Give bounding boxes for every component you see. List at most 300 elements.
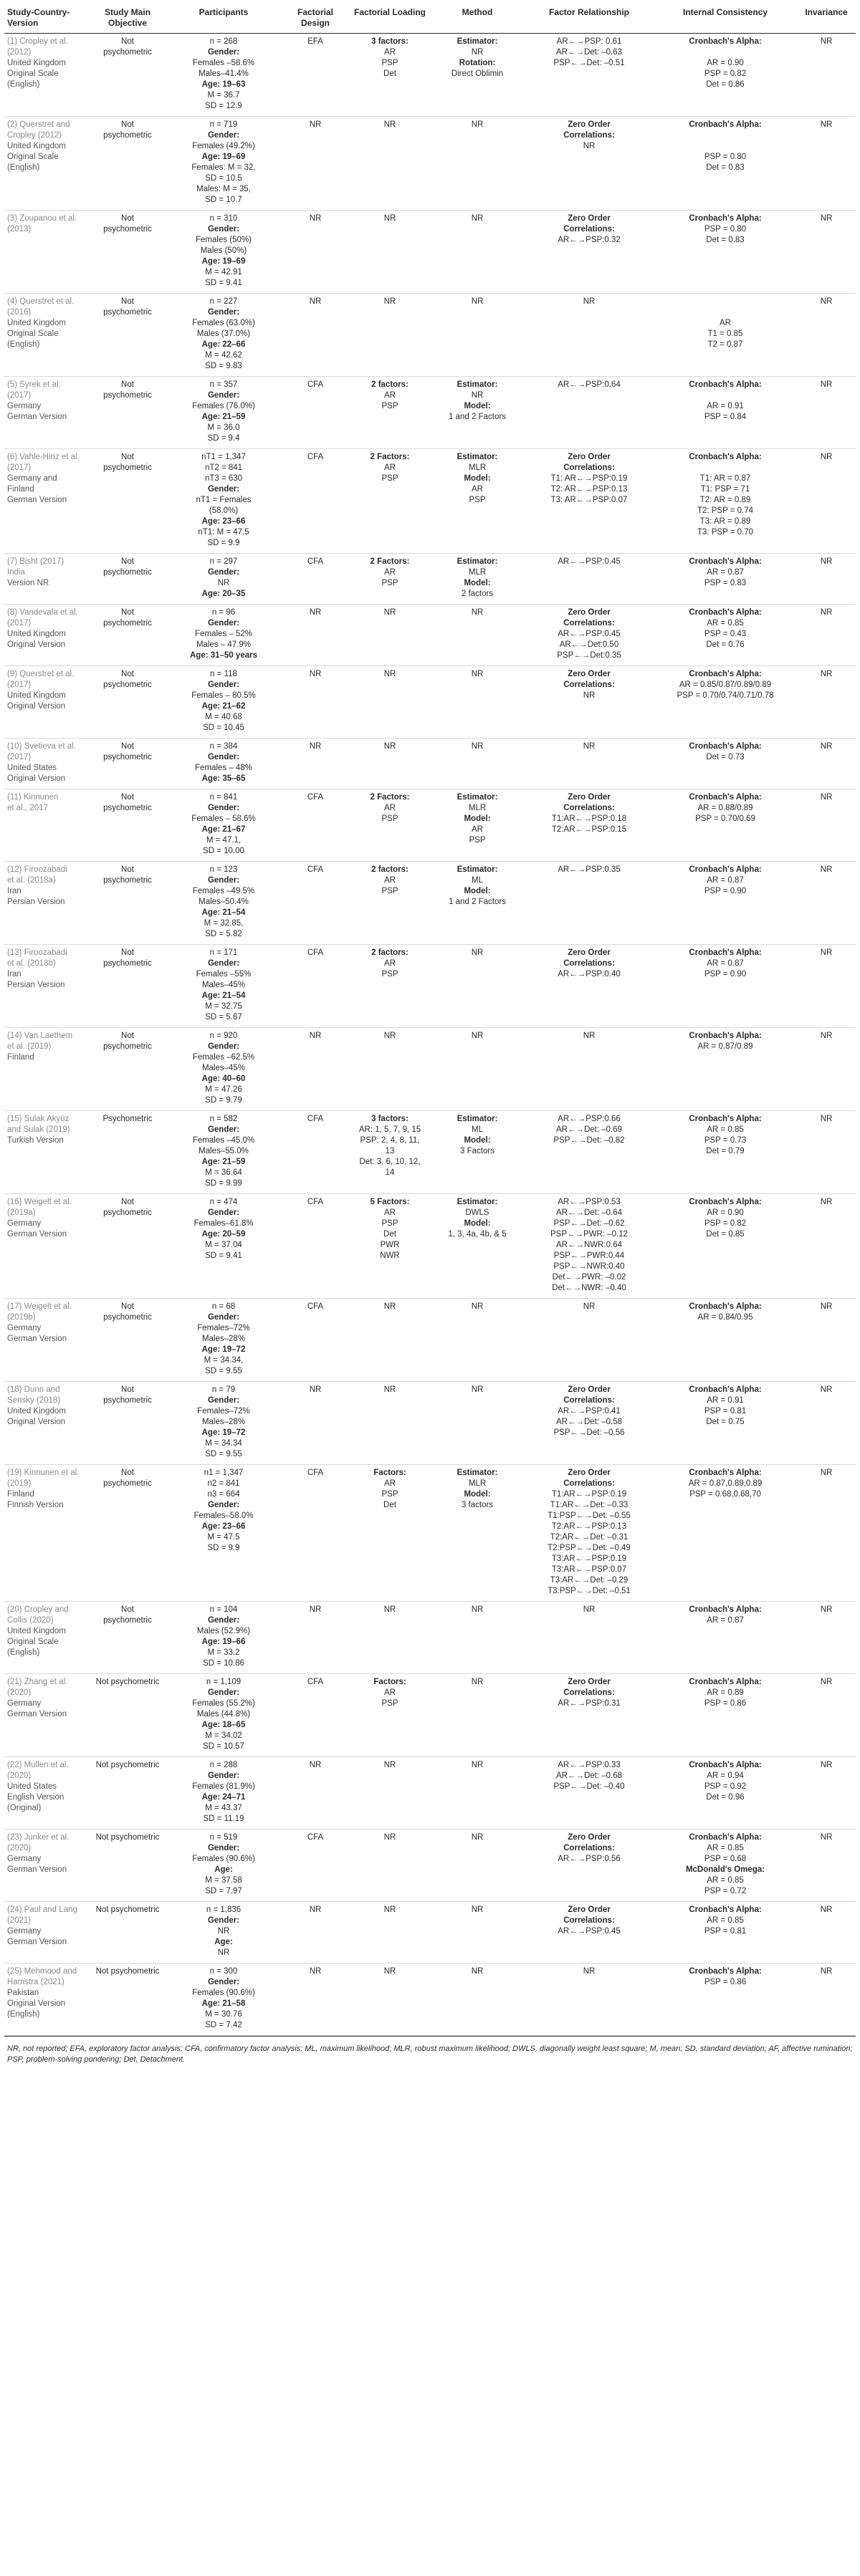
cell-line: Cronbach's Alpha: <box>689 1032 762 1040</box>
cell-relationship <box>525 739 654 789</box>
cell-line: 1, 3, 4a, 4b, & 5 <box>448 1230 507 1239</box>
cell-study <box>4 1111 89 1194</box>
cell-line: Females (50%) <box>196 236 252 244</box>
cell-objective <box>89 377 166 449</box>
cell-line <box>656 47 794 58</box>
cell-line: Cronbach's Alpha: <box>689 948 762 957</box>
cell-line: NR <box>309 1385 322 1394</box>
cell-line: Age: <box>214 1865 233 1874</box>
cell-line: Not <box>121 742 134 751</box>
cell-line: PSP = 0.81 <box>704 1407 747 1416</box>
cell-line: Not <box>121 1302 134 1311</box>
cell-line: Not <box>121 1469 134 1477</box>
table-row <box>4 945 856 1028</box>
cell-line: (18) Dunn and <box>7 1385 60 1394</box>
cell-line: NR <box>583 1967 596 1976</box>
cell-study <box>4 1299 89 1382</box>
cell-line: n3 = 664 <box>207 1490 240 1499</box>
cell-line: Zero Order <box>568 453 611 461</box>
cell-line: n = 582 <box>209 1115 238 1123</box>
cell-line: Estimator: <box>457 557 498 566</box>
table-row <box>4 666 856 739</box>
cell-design <box>281 1757 350 1830</box>
cell-line: 2 factors: <box>371 948 408 957</box>
cell-line: AR <box>384 876 396 885</box>
cell-line: Age: 19–72 <box>201 1345 246 1354</box>
cell-line: Persian Version <box>7 981 65 989</box>
cell-loading <box>350 1602 430 1674</box>
cell-line: Not <box>121 380 134 389</box>
cell-objective <box>89 945 166 1028</box>
cell-loading <box>350 449 430 554</box>
cell-line: NWR <box>380 1251 400 1260</box>
cell-line: M = 47.26 <box>205 1085 242 1094</box>
cell-line: Females (90.6%) <box>192 1989 255 1997</box>
cell-line: Gender: <box>207 131 240 140</box>
cell-line: AR: 1, 5, 7, 9, 15 <box>358 1125 421 1134</box>
cell-participants <box>166 1830 281 1902</box>
cell-line: Cronbach's Alpha: <box>689 1302 762 1311</box>
cell-consistency <box>654 1111 797 1194</box>
cell-line: United Kingdom <box>7 59 66 67</box>
cell-line: Cronbach's Alpha: <box>689 1678 762 1686</box>
cell-line: Model: <box>464 887 491 895</box>
cell-invariance <box>797 605 856 666</box>
cell-line: Cronbach's Alpha: <box>689 557 762 566</box>
cell-line: Correlations: <box>563 804 615 812</box>
cell-line: Estimator: <box>457 793 498 802</box>
cell-line: M = 34.34 <box>205 1439 242 1448</box>
table-row <box>4 1964 856 2036</box>
cell-line: Males–28% <box>201 1418 246 1426</box>
cell-line: (2016) <box>7 308 32 317</box>
cell-line: Females (81.9%) <box>192 1782 255 1791</box>
cell-line: Not <box>121 453 134 461</box>
cell-consistency <box>654 739 797 789</box>
cell-line: SD = 10.57 <box>203 1742 244 1751</box>
cell-invariance <box>797 117 856 211</box>
cell-line: NR <box>309 1032 322 1040</box>
cell-line: CFA <box>307 380 324 389</box>
cell-line: AR←→Det: –0.68 <box>555 1772 623 1780</box>
cell-method <box>430 1194 525 1299</box>
cell-line: (2017) <box>7 391 32 400</box>
cell-line: NR <box>383 1905 396 1914</box>
cell-consistency <box>654 1674 797 1757</box>
cell-line: Estimator: <box>457 380 498 389</box>
cell-line: PSP = 0.86 <box>704 1699 747 1708</box>
cell-line: Cronbach's Alpha: <box>689 1833 762 1842</box>
cell-method <box>430 554 525 605</box>
cell-line: AR = 0.85/0.87/0.89/0.89 <box>679 681 772 689</box>
cell-line: Model: <box>464 402 491 410</box>
header-cell: Internal Consistency <box>654 6 797 34</box>
cell-relationship <box>525 1902 654 1964</box>
cell-line: Males (37.0%) <box>196 330 251 338</box>
cell-line: psychometric <box>103 959 152 968</box>
cell-loading <box>350 666 430 739</box>
cell-line: (2013) <box>7 225 32 234</box>
cell-line: T2:AR←→Det: –0.31 <box>550 1533 629 1542</box>
cell-line: Germany <box>7 402 42 410</box>
cell-line: NR <box>820 1678 833 1686</box>
cell-line: Cronbach's Alpha: <box>689 1115 762 1123</box>
cell-line: n = 300 <box>209 1967 238 1976</box>
cell-line: Gender: <box>207 876 240 885</box>
cell-method <box>430 1757 525 1830</box>
cell-line: AR←→PSP:0.45 <box>558 557 621 566</box>
cell-line: NR <box>820 865 833 874</box>
cell-invariance <box>797 211 856 294</box>
cell-relationship <box>525 377 654 449</box>
cell-line: PSP←→Det: –0.40 <box>553 1782 625 1791</box>
cell-design <box>281 34 350 117</box>
cell-line: Gender: <box>207 1978 240 1986</box>
cell-line: SD = 9.9 <box>207 539 240 547</box>
cell-line: n = 288 <box>209 1761 238 1769</box>
cell-line: NR <box>820 1833 833 1842</box>
cell-consistency <box>654 294 797 377</box>
cell-line: Age: 35–65 <box>201 774 246 783</box>
cell-line: (11) Kinnunen <box>7 793 59 802</box>
cell-line: (22) Mullen et al. <box>7 1761 69 1769</box>
cell-participants <box>166 554 281 605</box>
cell-relationship <box>525 1964 654 2036</box>
cell-line: Males – 47.9% <box>196 640 252 649</box>
cell-line: Not <box>121 608 134 617</box>
cell-line: McDonald's Omega: <box>685 1865 765 1874</box>
cell-line: Zero Order <box>568 1905 611 1914</box>
header-cell: Study-Country-Version <box>4 6 89 34</box>
cell-design <box>281 377 350 449</box>
cell-line: (10) Svetieva et al. <box>7 742 76 751</box>
cell-line: United Kingdom <box>7 691 66 700</box>
cell-consistency <box>654 1757 797 1830</box>
cell-line: Age: 19–69 <box>201 257 246 266</box>
cell-line: nT2 = 841 <box>204 463 243 472</box>
cell-relationship <box>525 789 654 862</box>
cell-line: (2012) <box>7 48 32 57</box>
cell-relationship <box>525 1028 654 1111</box>
header-cell: Study Main Objective <box>89 6 166 34</box>
cell-loading <box>350 1028 430 1111</box>
cell-line: M = 30.76 <box>205 2010 242 2019</box>
cell-line: NR <box>383 1032 396 1040</box>
cell-line: AR = 0.90 <box>707 1208 744 1217</box>
cell-line: SD = 9.41 <box>205 279 242 287</box>
cell-line: T1: PSP = 71 <box>700 485 750 494</box>
cell-line: Males–45% <box>201 981 246 989</box>
cell-line: SD = 10.00 <box>203 847 244 855</box>
cell-design <box>281 862 350 945</box>
cell-line: AR←→Det: –0.64 <box>555 1208 623 1217</box>
cell-loading <box>350 945 430 1028</box>
cell-line: (9) Querstret et al. <box>7 670 75 678</box>
cell-loading <box>350 1902 430 1964</box>
cell-line: NR <box>309 120 322 129</box>
cell-line: Gender: <box>207 753 240 761</box>
cell-line: psychometric <box>103 391 152 400</box>
cell-line: (3) Zoupanou et al. <box>7 214 77 223</box>
cell-line: NR <box>383 120 396 129</box>
cell-relationship <box>525 211 654 294</box>
cell-line: CFA <box>307 557 324 566</box>
cell-line: Finland <box>7 1053 34 1062</box>
cell-participants <box>166 377 281 449</box>
cell-consistency <box>654 862 797 945</box>
cell-line: NR <box>471 1761 484 1769</box>
cell-line: (English) <box>7 340 40 349</box>
cell-line: Not psychometric <box>95 1678 160 1686</box>
cell-line: T1 = 0.85 <box>707 330 743 338</box>
cell-line: Correlations: <box>563 463 615 472</box>
header-row <box>4 6 856 34</box>
cell-line: Det <box>383 1501 396 1509</box>
table-row <box>4 117 856 211</box>
cell-line: n = 474 <box>209 1198 238 1206</box>
cell-line: Females–58.0% <box>194 1512 254 1520</box>
table-row <box>4 1299 856 1382</box>
cell-relationship <box>525 862 654 945</box>
cell-line: AR = 0.91 <box>707 402 744 410</box>
cell-line: Sensky (2018) <box>7 1396 61 1405</box>
cell-line: SD = 10.7 <box>205 196 242 204</box>
cell-line: AR←→PSP: 0.61 <box>556 37 622 46</box>
cell-line: AR = 0.89 <box>707 1688 744 1697</box>
cell-method <box>430 34 525 117</box>
cell-line: AR←→Det: –0.63 <box>555 48 623 57</box>
cell-line: NR <box>217 1927 230 1936</box>
cell-design <box>281 1830 350 1902</box>
cell-line: SD = 9.4 <box>207 434 240 443</box>
cell-line: Age: 21–67 <box>201 825 246 834</box>
cell-line: AR <box>384 959 396 968</box>
cell-participants <box>166 605 281 666</box>
cell-line: AR = 0.90 <box>707 59 744 67</box>
cell-line: NR <box>383 608 396 617</box>
cell-line: NR <box>471 1032 484 1040</box>
cell-line: psychometric <box>103 463 152 472</box>
cell-line: Females–72% <box>197 1324 250 1332</box>
cell-line: Germany <box>7 1219 42 1228</box>
cell-line: AR = 0.85 <box>707 1916 744 1925</box>
cell-design <box>281 1194 350 1299</box>
cell-design <box>281 1964 350 2036</box>
cell-line: NR <box>309 1967 322 1976</box>
cell-line: AR←→PSP:0.53 <box>558 1198 621 1206</box>
cell-line: Not psychometric <box>95 1761 160 1769</box>
cell-line: Direct Oblimin <box>451 69 504 78</box>
cell-relationship <box>525 1674 654 1757</box>
cell-loading <box>350 605 430 666</box>
cell-line: Females – 48% <box>195 764 252 772</box>
cell-line: Not <box>121 557 134 566</box>
cell-line: n = 171 <box>209 948 238 957</box>
table-row <box>4 1757 856 1830</box>
cell-design <box>281 1674 350 1757</box>
cell-line: M = 36.0 <box>207 423 240 432</box>
cell-line: Cronbach's Alpha: <box>689 1761 762 1769</box>
cell-line: Version NR <box>7 579 49 587</box>
cell-loading <box>350 34 430 117</box>
cell-line: Det = 0.85 <box>706 1230 745 1239</box>
cell-line: T1: AR←→PSP:0.19 <box>550 474 628 483</box>
cell-line: Not <box>121 793 134 802</box>
cell-relationship <box>525 554 654 605</box>
cell-line: United Kingdom <box>7 630 66 638</box>
cell-consistency <box>654 945 797 1028</box>
cell-line: NR <box>471 120 484 129</box>
cell-line: NR <box>820 742 833 751</box>
cell-line: PSP = 0.72 <box>704 1887 747 1895</box>
cell-relationship <box>525 449 654 554</box>
cell-line: T1:AR←→PSP:0.19 <box>551 1490 627 1499</box>
cell-line: Females –62.5% <box>192 1053 255 1062</box>
cell-line: NR <box>583 1032 596 1040</box>
table-row <box>4 1028 856 1111</box>
cell-line: NR <box>383 742 396 751</box>
cell-line: Females (90.6%) <box>192 1855 255 1863</box>
cell-line: (English) <box>7 2010 40 2019</box>
cell-line: 2 factors: <box>371 380 408 389</box>
cell-line: PSP←→Det: –0.56 <box>553 1428 625 1437</box>
cell-line: PWR <box>380 1241 400 1249</box>
cell-line: 1 and 2 Factors <box>449 898 506 906</box>
cell-objective <box>89 449 166 554</box>
cell-invariance <box>797 1964 856 2036</box>
cell-line: (24) Paul and Lang <box>7 1905 77 1914</box>
cell-line: et al. (2019) <box>7 1042 52 1051</box>
cell-line: PSP←→PWR:0.44 <box>553 1251 625 1260</box>
cell-invariance <box>797 1028 856 1111</box>
cell-participants <box>166 1194 281 1299</box>
cell-line: T3:AR←→Det: –0.29 <box>550 1576 629 1585</box>
cell-study <box>4 1465 89 1602</box>
cell-invariance <box>797 862 856 945</box>
cell-line: (7) Bisht (2017) <box>7 557 64 566</box>
cell-consistency <box>654 211 797 294</box>
cell-relationship <box>525 605 654 666</box>
cell-line: PSP <box>381 1699 398 1708</box>
cell-line: AR←→NWR:0.64 <box>555 1241 623 1249</box>
cell-design <box>281 1465 350 1602</box>
cell-consistency <box>654 666 797 739</box>
cell-line: NR <box>820 37 833 46</box>
cell-line: Gender: <box>207 1501 240 1509</box>
cell-line: NR <box>820 793 833 802</box>
cell-line: PSP <box>381 814 398 823</box>
cell-line: Cronbach's Alpha: <box>689 793 762 802</box>
cell-participants <box>166 862 281 945</box>
header-cell: Participants <box>166 6 281 34</box>
cell-line: NR <box>820 1905 833 1914</box>
cell-line: Males–41.4% <box>199 69 249 78</box>
cell-line: Males (52.9%) <box>196 1627 251 1635</box>
cell-line <box>656 390 794 401</box>
cell-line: M = 32.75 <box>205 1002 242 1011</box>
cell-study <box>4 1382 89 1465</box>
cell-line: Females (49.2%) <box>192 142 255 150</box>
cell-line: M = 36.64 <box>205 1168 242 1177</box>
table-row <box>4 294 856 377</box>
table-row <box>4 1194 856 1299</box>
cell-line: United Kingdom <box>7 319 66 327</box>
cell-line: (16) Weigelt et al. <box>7 1198 72 1206</box>
cell-line: PSP = 0.92 <box>704 1782 747 1791</box>
cell-line: M = 37.58 <box>205 1876 242 1885</box>
cell-participants <box>166 1674 281 1757</box>
cell-line: AR <box>384 804 396 812</box>
cell-line: Not psychometric <box>95 1905 160 1914</box>
cell-invariance <box>797 1830 856 1902</box>
cell-objective <box>89 1602 166 1674</box>
cell-line: (23) Junker et al. <box>7 1833 70 1842</box>
cell-line: Gender: <box>207 1688 240 1697</box>
table-footnote: NR, not reported; EFA, exploratory factor analysis; CFA, confirmatory factor analysis; ML, maximum likelihood; MLR, robust maximum likelihood; DWLS, diagonally weight least square; M, mean; SD, standard deviation; AF, affective rumination; PSP, problem-solving pondering; Det, Detachment. <box>4 2036 856 2065</box>
cell-line: (2017) <box>7 463 32 472</box>
cell-line: Gender: <box>207 1772 240 1780</box>
cell-line: PSP←→NWR:0.40 <box>553 1262 625 1271</box>
cell-loading <box>350 1674 430 1757</box>
cell-objective <box>89 1111 166 1194</box>
cell-line: M = 34.02 <box>205 1731 242 1740</box>
cell-line: NR <box>309 670 322 678</box>
cell-line: n = 227 <box>209 297 238 306</box>
cell-line: PSP = 0.81 <box>704 1927 747 1936</box>
cell-line: NR <box>471 1605 484 1614</box>
cell-line: (58.0%) <box>209 506 239 515</box>
cell-line: n = 118 <box>210 670 237 678</box>
cell-line: Model: <box>464 814 491 823</box>
cell-objective <box>89 1465 166 1602</box>
cell-method <box>430 1830 525 1902</box>
cell-line: AR <box>472 485 483 494</box>
cell-line: CFA <box>307 1678 324 1686</box>
cell-line: (1) Cropley et al. <box>7 37 69 46</box>
cell-line: Gender: <box>207 485 240 494</box>
cell-line: German Version <box>7 1335 67 1343</box>
cell-invariance <box>797 945 856 1028</box>
header-cell: Factorial Loading <box>350 6 430 34</box>
cell-line: Cronbach's Alpha: <box>689 1469 762 1477</box>
cell-invariance <box>797 739 856 789</box>
cell-line: Estimator: <box>457 1198 498 1206</box>
cell-method <box>430 294 525 377</box>
cell-line: psychometric <box>103 753 152 761</box>
cell-line: 14 <box>385 1168 395 1177</box>
cell-line: n = 519 <box>209 1833 238 1842</box>
cell-loading <box>350 117 430 211</box>
cell-study <box>4 789 89 862</box>
cell-line: Germany <box>7 1927 42 1936</box>
cell-line: Gender: <box>207 225 240 234</box>
cell-line: PSP←→Det:0.35 <box>557 651 621 660</box>
cell-line: Estimator: <box>457 865 498 874</box>
cell-line: M = 37.04 <box>205 1241 242 1249</box>
cell-consistency <box>654 1465 797 1602</box>
cell-line: Estimator: <box>457 37 498 46</box>
cell-line: PSP = 0.43 <box>704 630 747 638</box>
cell-objective <box>89 789 166 862</box>
cell-invariance <box>797 1465 856 1602</box>
cell-line: NR <box>583 1302 596 1311</box>
cell-line: Gender: <box>207 959 240 968</box>
cell-line: ML <box>472 876 483 885</box>
cell-line: CFA <box>307 1833 324 1842</box>
table-row <box>4 1902 856 1964</box>
cell-line: PSP <box>381 402 398 410</box>
cell-line: Model: <box>464 1490 491 1499</box>
